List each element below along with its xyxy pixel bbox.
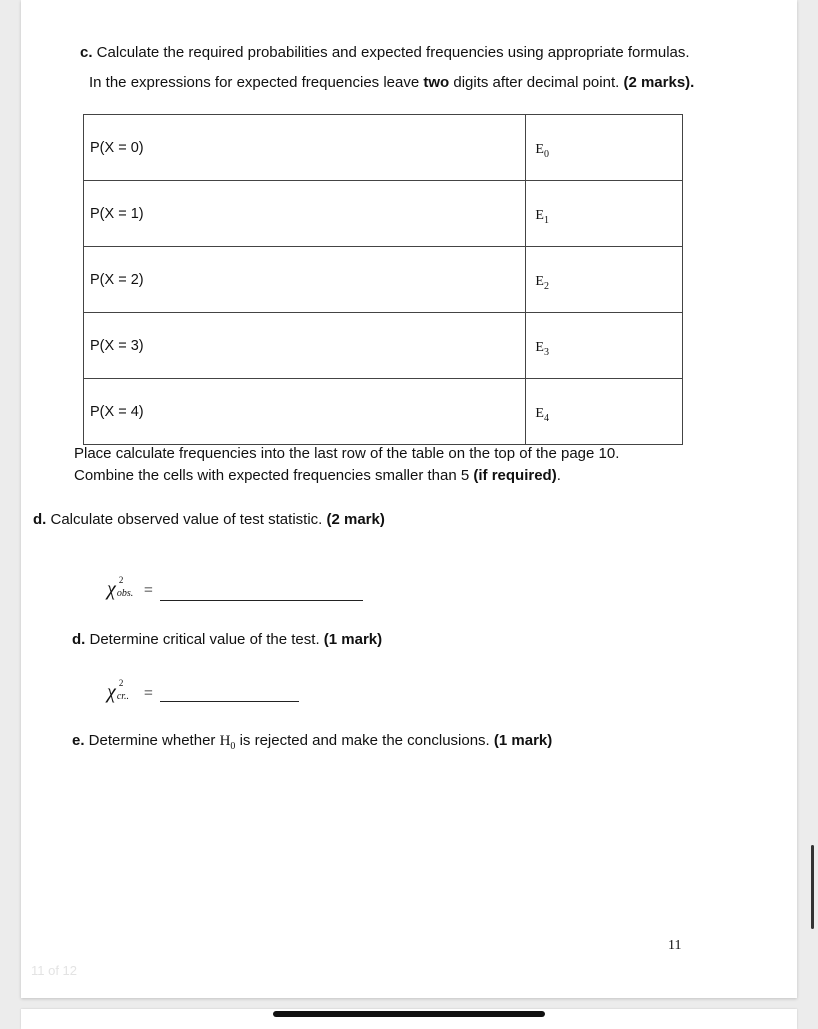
probability-cell[interactable]: P(X = 1) [84, 181, 526, 247]
page-indicator: 11 of 12 [31, 963, 78, 978]
expected-frequency-symbol: E [535, 339, 544, 355]
expected-frequency-index: 0 [543, 148, 549, 160]
section-c-line1: c. Calculate the required probabilities and expected frequencies using appropriate formulas. [80, 44, 690, 61]
expected-frequency-cell[interactable] [526, 115, 683, 181]
probability-cell[interactable]: P(X = 3) [84, 313, 526, 379]
expected-frequency-index: 1 [543, 214, 549, 226]
expected-frequency-index: 4 [543, 412, 549, 424]
note-line2: Combine the cells with expected frequencies smaller than 5 (if required). [74, 467, 561, 484]
section-e-heading: e. Determine whether $H_0$ is rejected and make the conclusions. (1 mark) [72, 732, 553, 752]
table-row [84, 115, 683, 181]
expected-frequency-index: 2 [543, 280, 549, 292]
expected-frequency-cell[interactable] [526, 313, 683, 379]
probability-cell[interactable]: P(X = 2) [84, 247, 526, 313]
chi-square-observed-formula: χ 2 obs. = [107, 575, 153, 600]
document-page [21, 0, 797, 998]
critical-value-blank[interactable] [160, 701, 299, 702]
observed-value-blank[interactable] [160, 600, 363, 601]
expected-frequency-cell[interactable] [526, 181, 683, 247]
table-row [84, 181, 683, 247]
expected-frequency-cell[interactable] [526, 247, 683, 313]
home-indicator[interactable] [273, 1011, 545, 1017]
section-c-line2: In the expressions for expected frequencies leave two digits after decimal point. (2 marks). [89, 74, 695, 91]
table-row [84, 247, 683, 313]
probability-cell[interactable]: P(X = 0) [84, 115, 526, 181]
expected-frequency-symbol: E [535, 273, 544, 289]
scrollbar-thumb[interactable] [811, 845, 814, 929]
expected-frequency-symbol: E [535, 405, 544, 421]
table-row [84, 379, 683, 445]
expected-frequency-symbol: E [535, 207, 544, 223]
probability-cell[interactable]: P(X = 4) [84, 379, 526, 445]
expected-frequency-symbol: E [535, 141, 544, 157]
probability-table [83, 114, 683, 445]
page-number: 11 [668, 938, 682, 953]
section-d-observed-heading: d. Calculate observed value of test statistic. (2 mark) [33, 511, 385, 528]
expected-frequency-cell[interactable] [526, 379, 683, 445]
chi-square-critical-formula: χ 2 cr.. = [107, 678, 153, 703]
note-line1: Place calculate frequencies into the last row of the table on the top of the page 10. [74, 445, 620, 462]
section-d-critical-heading: d. Determine critical value of the test. (1 mark) [72, 631, 383, 648]
expected-frequency-index: 3 [543, 346, 549, 358]
table-row [84, 313, 683, 379]
